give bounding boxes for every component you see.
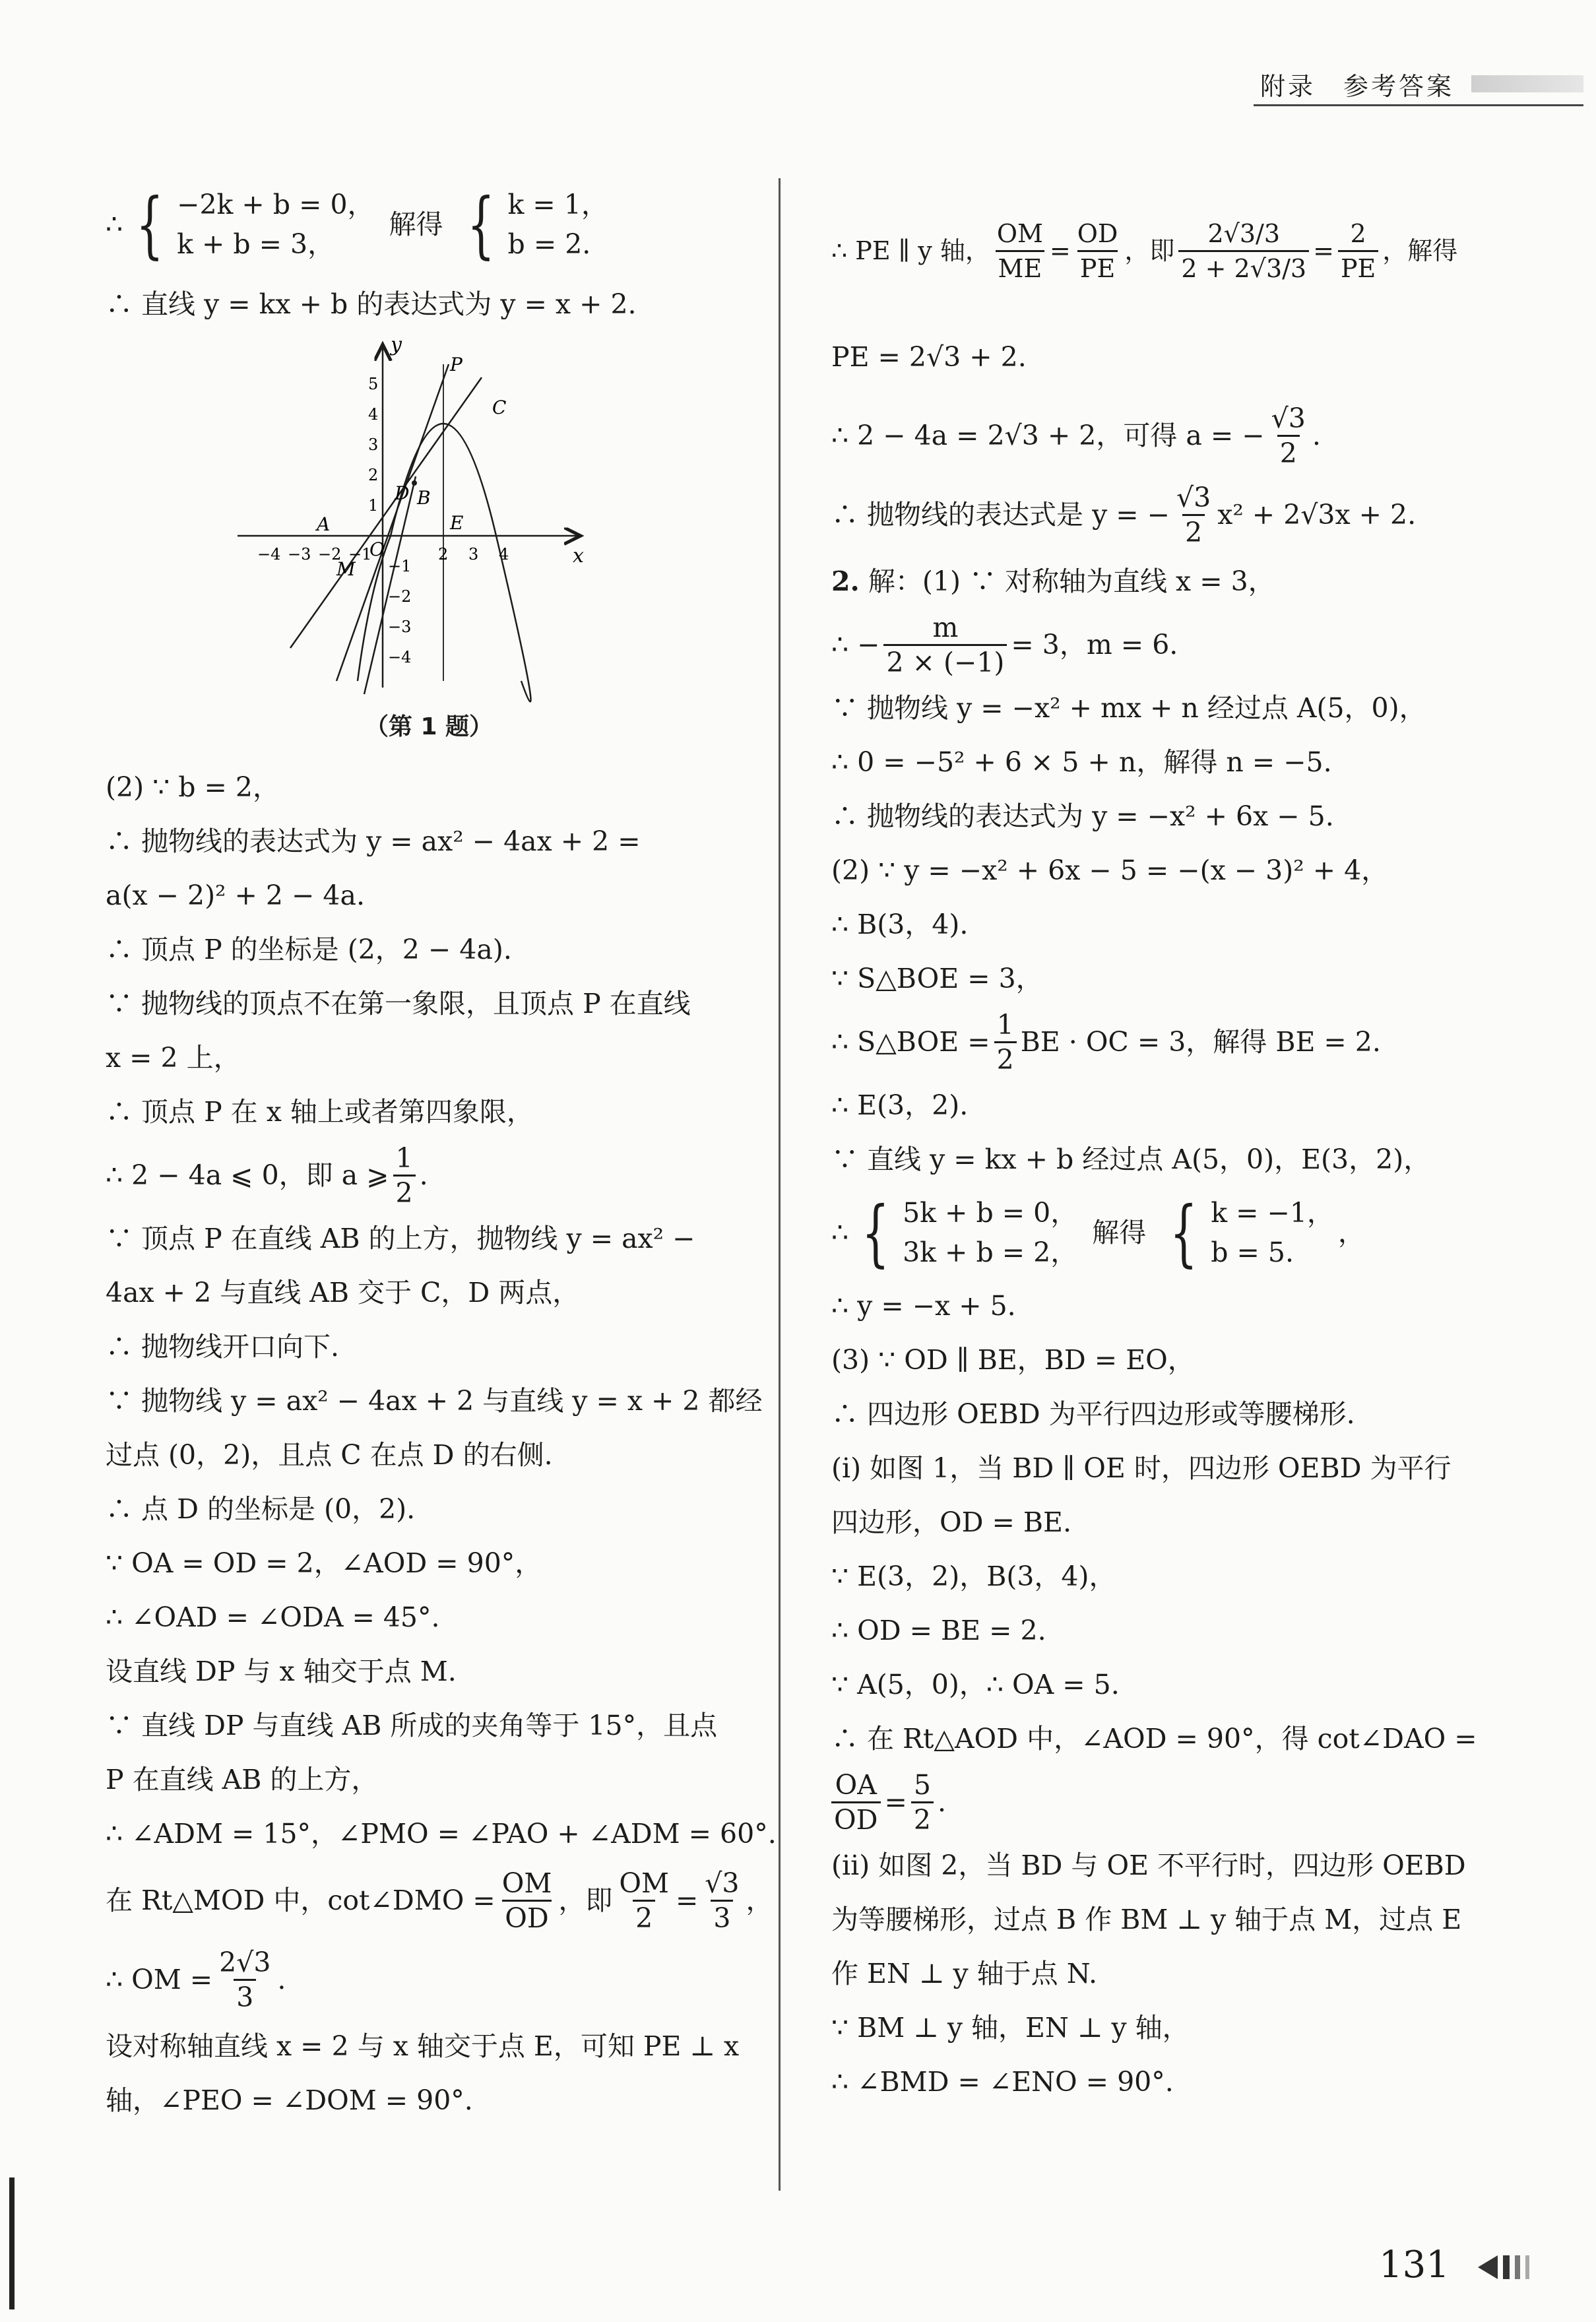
text-line: ∴ 抛物线的表达式为 y = −x² + 6x − 5.: [831, 800, 1334, 832]
system-line: b = 5.: [1211, 1237, 1294, 1268]
text-line: ∴ y = −x + 5.: [831, 1290, 1016, 1322]
text-line: ∴ ∠BMD = ∠ENO = 90°.: [831, 2066, 1174, 2098]
header-decoration: [1471, 75, 1583, 92]
text-line: 过点 (0，2)，且点 C 在点 D 的右侧.: [106, 1439, 553, 1471]
fraction: $\frac{5}{2}$: [911, 1768, 934, 1836]
text-line: (3) ∵ OD ∥ BE，BD = EO，: [831, 1344, 1195, 1376]
point-label-C: C: [492, 397, 507, 418]
text-line: ∵ S△BOE = 3，: [831, 963, 1043, 994]
tick-label: −1: [348, 545, 372, 564]
system-line: k + b = 3，: [177, 228, 335, 260]
text-line: ∴ B(3，4).: [831, 909, 969, 940]
fraction: $\frac{√3}{2}$: [1271, 402, 1306, 469]
tick-label: 4: [499, 545, 509, 564]
point-B-dot: [412, 480, 417, 486]
text-line: ∴ 2 − 4a ⩽ 0，即 a ⩾ $\frac{1}{2}$ .: [106, 1142, 428, 1209]
binding-edge: [9, 2177, 15, 2309]
text-line: ∴ 抛物线的表达式为 y = ax² − 4ax + 2 =: [106, 825, 641, 857]
fraction: $\frac{OM}{ME}$: [994, 217, 1046, 285]
header-title: 附录 参考答案: [1260, 72, 1455, 101]
page-number: 131: [1379, 2243, 1450, 2286]
fraction: $\frac{2√3/3}{2 + 2√3/3}$: [1178, 217, 1309, 285]
tick-label: −2: [388, 587, 412, 606]
parabola: [391, 424, 530, 701]
equation-system-2: ∴ { 5k + b = 0， 3k + b = 2， 解得 { k = −1， b = 5. ，: [831, 1190, 1365, 1275]
tick-label: −3: [388, 618, 412, 636]
left-column: [106, 172, 777, 2127]
text-line: ∴ E(3，2).: [831, 1089, 969, 1121]
text-line: x = 2 上，: [106, 1042, 241, 1074]
system-line: 5k + b = 0，: [903, 1197, 1078, 1229]
system-line: k = 1，: [507, 189, 608, 220]
text-line: ∵ BM ⊥ y 轴，EN ⊥ y 轴，: [831, 2012, 1190, 2044]
tick-label: 3: [368, 435, 379, 454]
fraction: $\frac{1}{2}$: [994, 1008, 1017, 1076]
text-line: P 在直线 AB 的上方，: [106, 1764, 379, 1795]
page-header: [1260, 66, 1577, 106]
text-line: (2) ∵ b = 2，: [106, 771, 280, 803]
point-label-M: M: [336, 558, 356, 580]
text-line: ∴ 在 Rt△AOD 中，∠AOD = 90°，得 cot∠DAO =: [831, 1723, 1477, 1755]
text-line: ∴ 四边形 OEBD 为平行四边形或等腰梯形.: [831, 1398, 1355, 1430]
text-line: ∴ 顶点 P 的坐标是 (2，2 − 4a).: [106, 934, 512, 965]
text-line: ∵ OA = OD = 2，∠AOD = 90°，: [106, 1547, 542, 1579]
fraction: $\frac{2√3}{3}$: [219, 1946, 271, 2013]
figure-caption: （第 1 题）: [364, 713, 494, 740]
text-line: 2. 解：(1) ∵ 对称轴为直线 x = 3，: [831, 565, 1275, 597]
fraction: $\frac{√3}{3}$: [705, 1867, 740, 1934]
text-line: ∴ 顶点 P 在 x 轴上或者第四象限，: [106, 1096, 534, 1128]
point-label-B: B: [417, 487, 431, 509]
text-line: ∵ A(5，0)，∴ OA = 5.: [831, 1669, 1120, 1700]
fraction: $\frac{m}{2 \times (-1)}$: [883, 611, 1007, 679]
figure-1: [106, 338, 752, 747]
point-label-A: A: [317, 513, 331, 535]
y-axis-label: y: [391, 338, 402, 356]
fraction: $\frac{OM}{OD}$: [501, 1867, 552, 1934]
point-label-P: P: [450, 354, 463, 375]
text-line: 在 Rt△MOD 中，cot∠DMO = $\frac{OM}{OD}$ ，即 $\frac{OM}{2}$ = $\frac{√3}{3}$ ，: [106, 1867, 773, 1934]
system-line: −2k + b = 0，: [177, 189, 375, 220]
text-line: ∴ 直线 y = kx + b 的表达式为 y = x + 2.: [106, 288, 637, 320]
text-line: ∴ ∠OAD = ∠ODA = 45°.: [106, 1601, 440, 1633]
text-line: ∴ 抛物线的表达式是 y = − $\frac{√3}{2}$ x² + 2√3x + 2.: [831, 481, 1417, 548]
tick-label: 1: [368, 496, 379, 515]
fraction: $\frac{1}{2}$: [393, 1142, 416, 1209]
text-line: 设对称轴直线 x = 2 与 x 轴交于点 E，可知 PE ⊥ x: [106, 2030, 740, 2062]
header-rule: [1254, 104, 1583, 106]
text-line: ∴ 抛物线开口向下.: [106, 1331, 340, 1363]
text-line: ∵ 直线 DP 与直线 AB 所成的夹角等于 15°，且点: [106, 1710, 718, 1741]
question-number: 2.: [831, 565, 860, 597]
fraction: $\frac{OA}{OD}$: [831, 1768, 881, 1836]
text-line: ∴ OM = $\frac{2√3}{3}$ .: [106, 1946, 286, 2013]
system-line: b = 2.: [507, 228, 591, 260]
fraction: $\frac{OM}{2}$: [619, 1867, 669, 1934]
text-line: 4ax + 2 与直线 AB 交于 C，D 两点，: [106, 1277, 580, 1308]
text-line: ∵ 抛物线的顶点不在第一象限，且顶点 P 在直线: [106, 988, 691, 1019]
text-line: 轴，∠PEO = ∠DOM = 90°.: [106, 2084, 473, 2116]
right-column: [831, 172, 1491, 2109]
column-divider: [779, 178, 781, 2191]
tick-label: −3: [288, 545, 311, 564]
text-line: ∴ ∠ADM = 15°，∠PMO = ∠PAO + ∠ADM = 60°.: [106, 1818, 777, 1850]
text-line: ∴ 点 D 的坐标是 (0，2).: [106, 1493, 416, 1525]
tick-label: 3: [468, 545, 479, 564]
text-line: ∴ 0 = −5² + 6 × 5 + n，解得 n = −5.: [831, 746, 1332, 778]
equation-system-1: ∴ { −2k + b = 0， k + b = 3， 解得 { k = 1， b = 2.: [106, 182, 608, 267]
text-line: ∵ E(3，2)，B(3，4)，: [831, 1561, 1116, 1592]
point-label-D: D: [395, 482, 410, 504]
system-line: 3k + b = 2，: [903, 1237, 1078, 1268]
text-line: ∴ − $\frac{m}{2 \times (-1)}$ = 3，m = 6.: [831, 611, 1178, 678]
text-line: $\frac{OA}{OD}$ = $\frac{5}{2}$ .: [831, 1766, 1491, 1838]
origin-label: O: [369, 538, 385, 560]
tick-label: 2: [368, 466, 379, 484]
text-line: 设直线 DP 与 x 轴交于点 M.: [106, 1656, 457, 1687]
text-line: ∵ 抛物线 y = ax² − 4ax + 2 与直线 y = x + 2 都经: [106, 1385, 763, 1417]
text-line: a(x − 2)² + 2 − 4a.: [106, 880, 365, 911]
tick-label: −2: [318, 545, 342, 564]
graph: [238, 338, 620, 707]
fraction: $\frac{OD}{PE}$: [1075, 217, 1121, 285]
text-line: 作 EN ⊥ y 轴于点 N.: [831, 1958, 1097, 1989]
fraction: $\frac{√3}{2}$: [1176, 481, 1211, 548]
text-line: 四边形，OD = BE.: [831, 1506, 1071, 1538]
text-line: ∴ OD = BE = 2.: [831, 1615, 1046, 1646]
system-line: k = −1，: [1211, 1197, 1334, 1229]
text-line: ∴ S△BOE = $\frac{1}{2}$ BE · OC = 3，解得 BE = 2.: [831, 1008, 1381, 1076]
point-label-E: E: [450, 512, 464, 534]
text-line: ∵ 直线 y = kx + b 经过点 A(5，0)，E(3，2)，: [831, 1144, 1431, 1175]
page-arrow-icon: [1478, 2253, 1537, 2282]
tick-label: −4: [257, 545, 281, 564]
tick-label: 5: [368, 375, 379, 393]
text-line: (ii) 如图 2，当 BD 与 OE 不平行时，四边形 OEBD: [831, 1850, 1466, 1881]
text-line: 为等腰梯形，过点 B 作 BM ⊥ y 轴于点 M，过点 E: [831, 1904, 1462, 1935]
text-line: (i) 如图 1，当 BD ∥ OE 时，四边形 OEBD 为平行: [831, 1452, 1452, 1484]
x-axis-label: x: [573, 544, 584, 567]
fraction: $\frac{2}{PE}$: [1338, 217, 1378, 285]
text-line: PE = 2√3 + 2.: [831, 341, 1027, 373]
text-line: (2) ∵ y = −x² + 6x − 5 = −(x − 3)² + 4，: [831, 855, 1389, 886]
tick-label: −1: [388, 557, 412, 575]
text-line: ∵ 顶点 P 在直线 AB 的上方，抛物线 y = ax² −: [106, 1223, 695, 1254]
text-line: ∴ 2 − 4a = 2√3 + 2，可得 a = − $\frac{√3}{2}$ .: [831, 402, 1321, 469]
tick-label: −4: [388, 648, 412, 666]
text-line: ∵ 抛物线 y = −x² + mx + n 经过点 A(5，0)，: [831, 692, 1426, 724]
tick-label: 4: [368, 405, 379, 424]
text-line: ∴ PE ∥ y 轴， $\frac{OM}{ME}$ = $\frac{OD}{PE}$ ，即 $\frac{2√3/3}{2 + 2√3/3}$ = $\frac{2}{PE}$ ，解得: [831, 172, 1491, 330]
tick-label: 2: [438, 545, 449, 564]
